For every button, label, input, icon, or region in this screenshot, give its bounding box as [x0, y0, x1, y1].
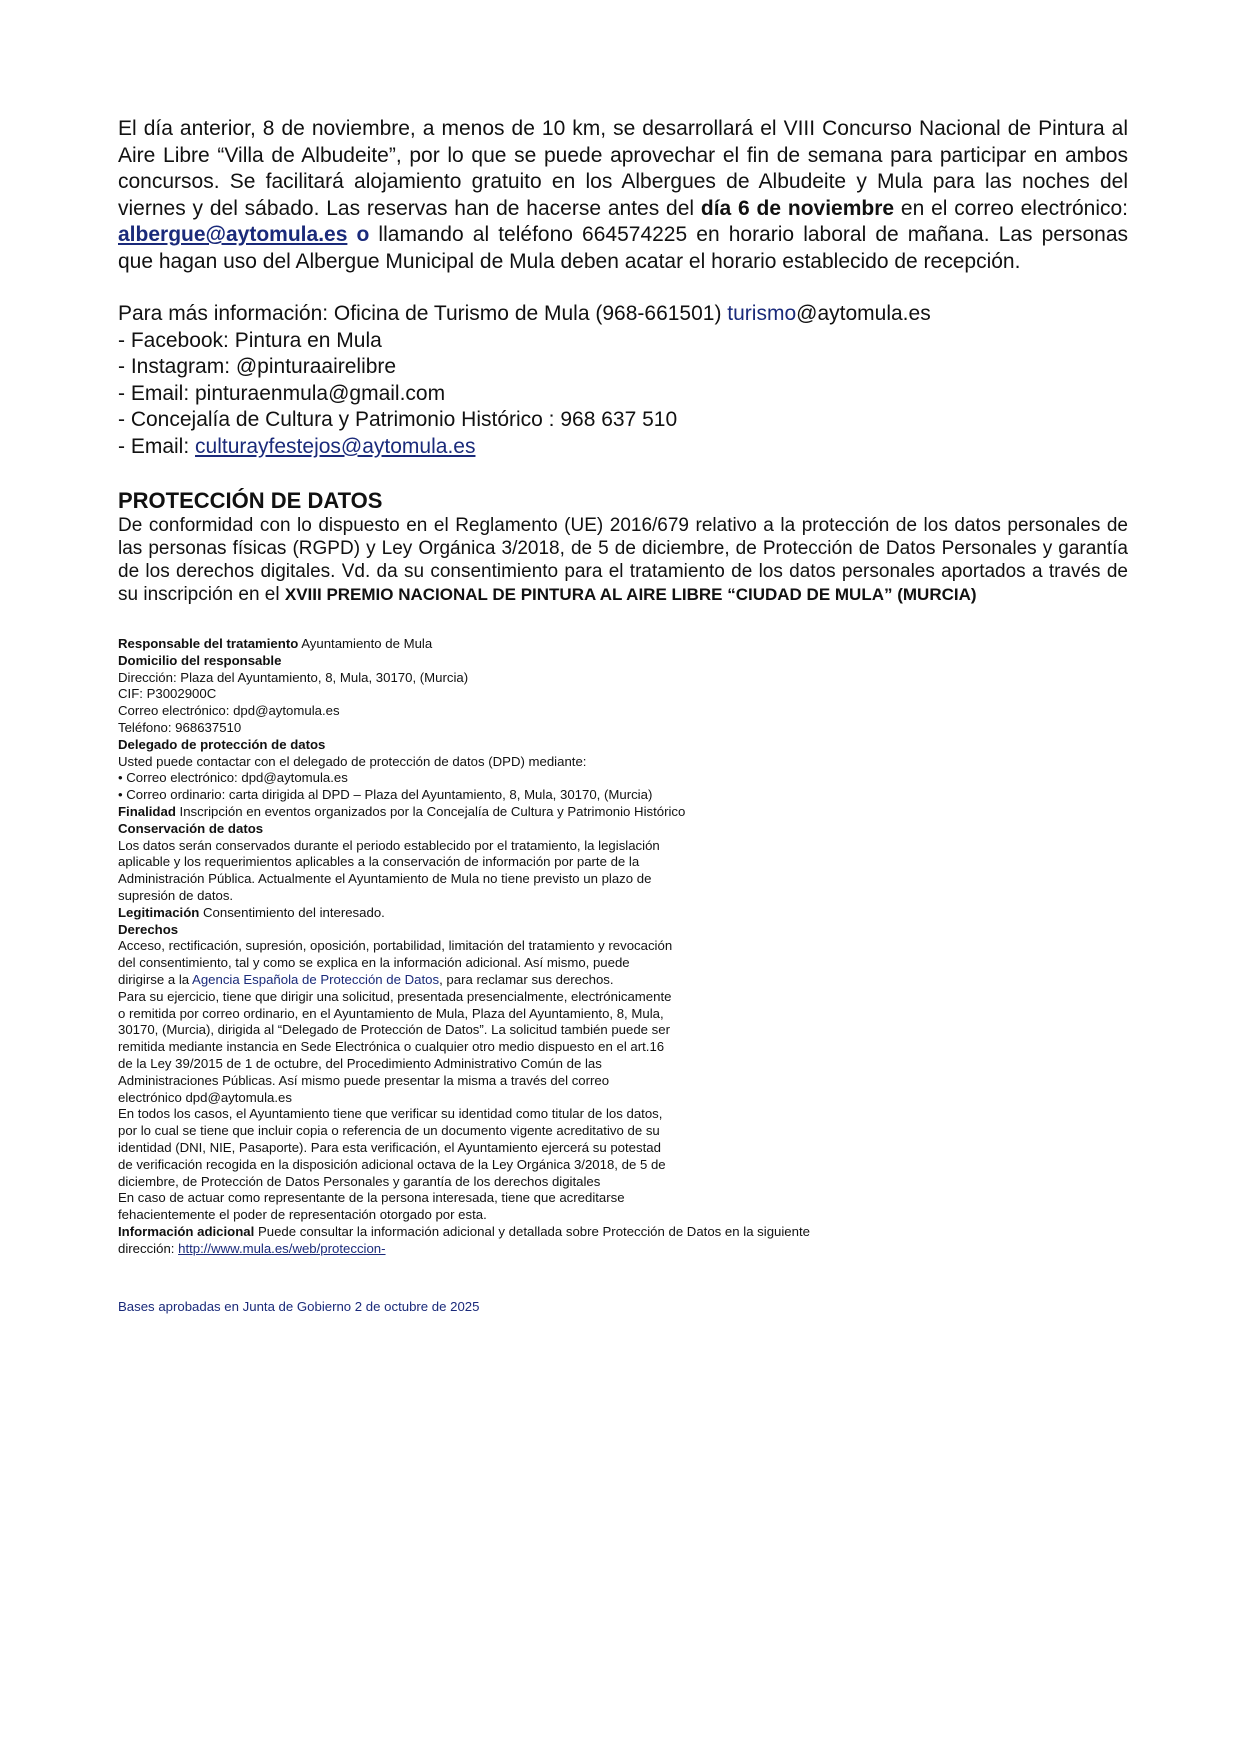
- albergue-email-link[interactable]: albergue@aytomula.es: [118, 223, 348, 246]
- intro-paragraph: [118, 116, 1128, 275]
- info-line-facebook: - Facebook: Pintura en Mula: [118, 328, 382, 352]
- info-line-turismo: Para más información: Oficina de Turismo de Mula (968-661501) turismo@aytomula.es: [118, 302, 931, 325]
- info-line-email-cultura: - Email: culturayfestejos@aytomula.es: [118, 434, 476, 458]
- deadline-text: día 6 de noviembre: [700, 196, 895, 220]
- cultura-email-link[interactable]: culturayfestejos@aytomula.es: [195, 434, 476, 458]
- connector-text: o: [347, 223, 370, 246]
- data-protection-details: Responsable del tratamiento Ayuntamiento de Mula Domicilio del responsable Dirección: Plaza del Ayuntamiento, 8, Mula, 30170, (Murcia) CIF: P3002900C Correo electrónico: dpd@aytomula.es Teléfono: 968637510 Delegado de protección de datos Usted puede contactar con el delegado de protección de datos (DPD) mediante: • Correo electrónico: dpd@aytomula.es • Correo ordinario: carta dirigida al DPD – Plaza del Ayuntamiento, 8, Mula, 30170, (Murcia) Finalidad Inscripción en eventos organizados por la Concejalía de Cultura y Patrimonio Histórico Conservación de datos Los datos serán conservados durante el periodo establecido por el tratamiento, la legislación aplicable y los requerimientos aplicables a la conservación de información por parte de la Administración Pública. Actualmente el Ayuntamiento de Mula no tiene previsto un plazo de supresión de datos. Legitimación Consentimiento del interesado. Derechos Acceso, rectificación, supresión, oposición, portabilidad, limitación del tratamiento y revocación del consentimiento, tal y como se explica en la información adicional. Así mismo, puede dirigirse a la Agencia Española de Protección de Datos, para reclamar sus derechos. Para su ejercicio, tiene que dirigir una solicitud, presentada presencialmente, electrónicamente o remitida por correo ordinario, en el Ayuntamiento de Mula, Plaza del Ayuntamiento, 8, Mula, 30170, (Murcia), dirigida al “Delegado de Protección de Datos”. La solicitud también puede ser remitida mediante instancia en Sede Electrónica o cualquier otro medio dispuesto en el art.16 de la Ley 39/2015 de 1 de octubre, del Procedimiento Administrativo Común de las Administraciones Públicas. Así mismo puede presentar la misma a través del correo electrónico dpd@aytomula.es En todos los casos, el Ayuntamiento tiene que verificar su identidad como titular de los datos, por lo cual se tiene que incluir copia o referencia de un documento vigente acreditativo de su identidad (DNI, NIE, Pasaporte). Para esta verificación, el Ayuntamiento ejercerá su potestad de verificación recogida en la disposición adicional octava de la Ley Orgánica 3/2018, de 5 de diciembre, de Protección de Datos Personales y garantía de los derechos digitales En caso de actuar como representante de la persona interesada, tiene que acreditarse fehacientemente el poder de representación otorgado por esta. Información adicional Puede consultar la información adicional y detallada sobre Protección de Datos en la siguiente dirección: http://www.mula.es/web/proteccion-: [118, 636, 810, 1256]
- turismo-text: turismo: [727, 302, 797, 325]
- info-line-concejalia: - Concejalía de Cultura y Patrimonio Histórico : 968 637 510: [118, 408, 678, 431]
- intro-text-b: en el correo electrónico:: [894, 196, 1128, 220]
- premio-title: XVIII PREMIO NACIONAL DE PINTURA AL AIRE LIBRE “CIUDAD DE MULA” (MURCIA): [284, 585, 977, 604]
- info-line-instagram: - Instagram: @pinturaairelibre: [118, 355, 397, 378]
- aepd-link[interactable]: Agencia Española de Protección de Datos: [192, 971, 440, 987]
- info-line-email: - Email: pinturaenmula@gmail.com: [118, 381, 446, 405]
- document-page: [118, 116, 1128, 1314]
- proteccion-paragraph: De conformidad con lo dispuesto en el Reglamento (UE) 2016/679 relativo a la protección de los datos personales de las personas físicas (RGPD) y Ley Orgánica 3/2018, de 5 de diciembre, de Protección de Datos Personales y garantía de los derechos digitales. Vd. da su consentimiento para el tratamiento de los datos personales aportados a través de su inscripción en el XVIII PREMIO NACIONAL DE PINTURA AL AIRE LIBRE “CIUDAD DE MULA” (MURCIA): [118, 515, 1128, 605]
- proteccion-heading: PROTECCIÓN DE DATOS: [118, 488, 383, 513]
- intro-text-a: El día anterior, 8 de noviembre, a menos de 10 km, se desarrollará el VIII Concurso Nacional de Pintura al Aire Libre “Villa de Albudeite”, por lo que se puede aprovechar el fin de semana para participar en ambos concursos. Se facilitará alojamiento gratuito en los Albergues de Albudeite y Mula para las noches del viernes y del sábado. Las reservas han de hacerse antes del: [118, 117, 1128, 220]
- footer-note: Bases aprobadas en Junta de Gobierno 2 de octubre de 2025: [118, 1299, 480, 1315]
- intro-text-c: llamando al teléfono 664574225 en horario laboral de mañana. Las personas que hagan uso del Albergue Municipal de Mula deben acatar el horario establecido de recepción.: [118, 223, 1128, 273]
- contact-info: [118, 301, 1128, 460]
- proteccion-url-link[interactable]: http://www.mula.es/web/proteccion-: [178, 1240, 386, 1256]
